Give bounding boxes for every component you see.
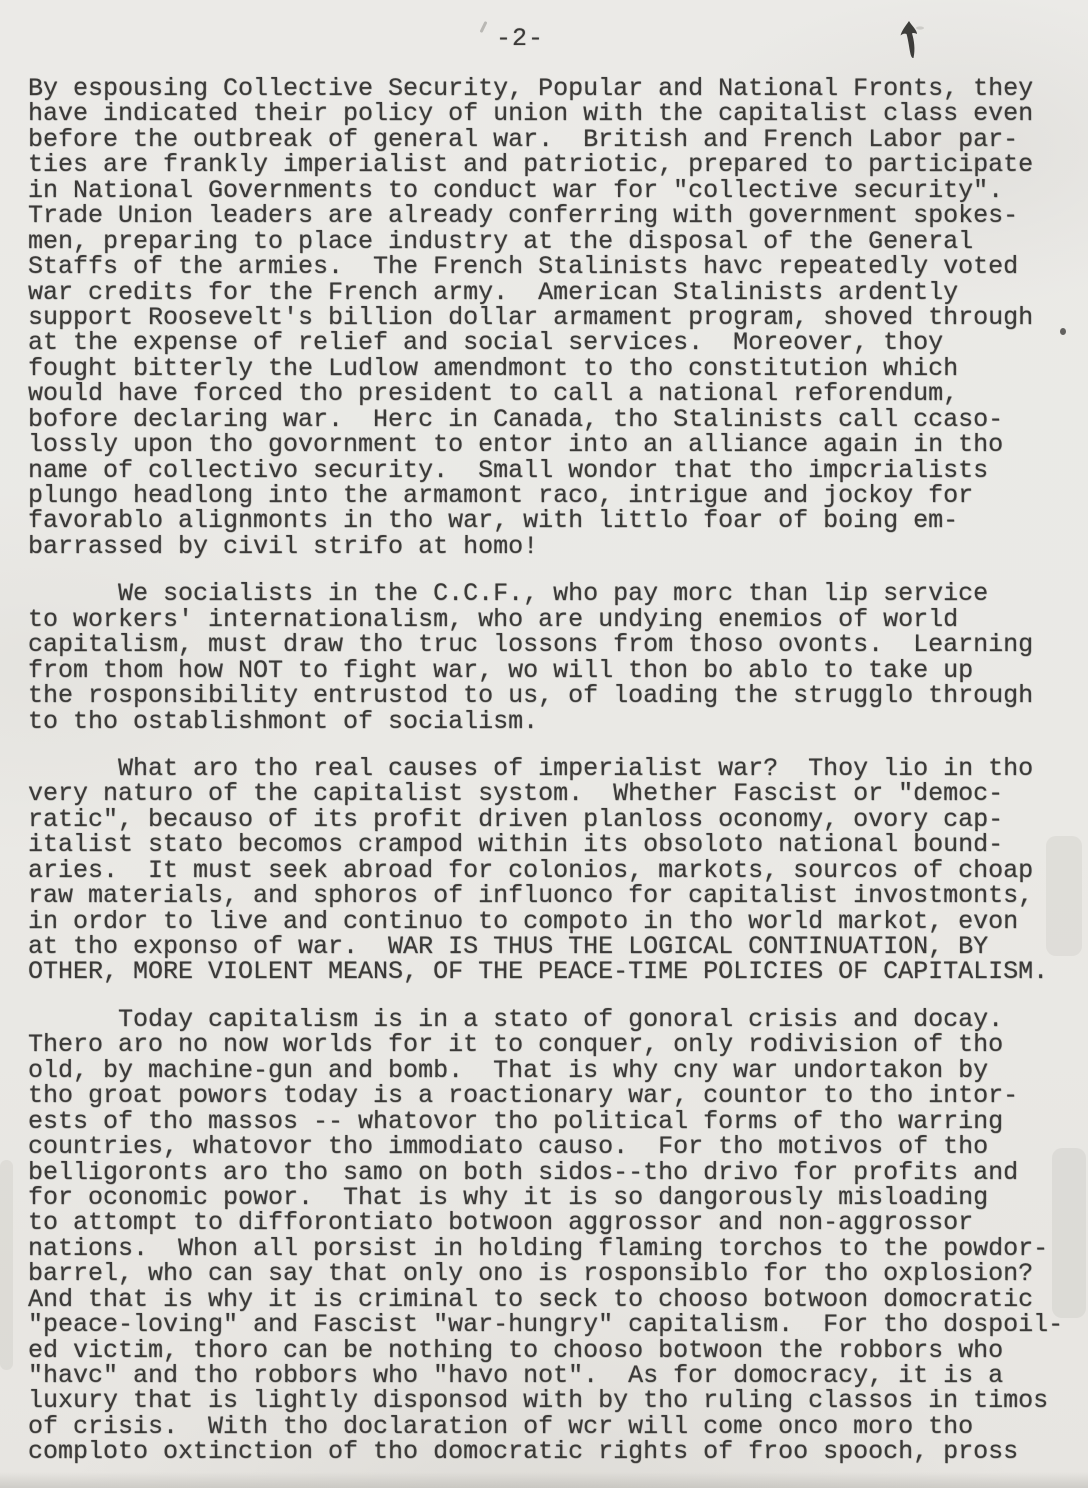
text-line: ed victim, thoro can be nothing to chooso botwoon the robbors who — [28, 1335, 1004, 1365]
text-line: And that is why it is criminal to seck to chooso botwoon domocratic — [28, 1284, 1034, 1314]
page-number: -2- — [495, 24, 544, 53]
text-line: ratic", becauso of its profit driven planloss oconomy, ovory cap- — [28, 804, 1004, 834]
paragraph — [28, 76, 1068, 559]
text-line: countries, whatovor tho immodiato causo. For tho motivos of tho — [28, 1132, 989, 1162]
text-line: capitalism, must draw tho truc lossons from thoso ovonts. Learning — [28, 630, 1034, 660]
text-line: comploto oxtinction of tho domocratic rights of froo spooch, pross — [28, 1437, 1019, 1467]
text-line: Trade Union leaders are already conferring with government spokes- — [28, 201, 1019, 231]
ink-blot-icon — [892, 18, 930, 62]
text-line: ests of tho massos -- whatovor tho political forms of tho warring — [28, 1106, 1004, 1136]
text-line: luxury that is lightly disponsod with by tho ruling classos in timos — [28, 1386, 1049, 1416]
text-line: in ordor to live and continuo to compoto in tho world markot, evon — [28, 906, 1019, 936]
text-line: have indicated their policy of union with the capitalist class even — [28, 99, 1034, 129]
document-body — [28, 76, 1068, 1487]
text-line: Thero aro no now worlds for it to conquer, only rodivision of tho — [28, 1030, 1004, 1060]
text-line: ties are frankly imperialist and patriotic, prepared to participate — [28, 150, 1034, 180]
text-line: would have forced tho president to call a national reforendum, — [28, 379, 959, 409]
scan-smudge — [0, 1160, 13, 1370]
text-line: plungo headlong into the armamont raco, intrigue and jockoy for — [28, 481, 974, 510]
paragraph — [28, 753, 1068, 987]
text-line: What aro tho real causes of imperialist war? Thoy lio in tho — [28, 753, 1034, 783]
text-line: aries. It must seek abroad for colonios, markots, sourcos of choap — [28, 855, 1034, 885]
text-line: tho groat powors today is a roactionary war, countor to tho intor- — [28, 1081, 1019, 1111]
text-line: We socialists in the C.C.F., who pay morc than lip service — [28, 579, 989, 609]
text-line: barrel, who can say that only ono is rosponsiblo for tho oxplosion? — [28, 1259, 1034, 1289]
text-line: lossly upon tho govornment to entor into an alliance again in tho — [28, 430, 1004, 460]
text-line: OTHER, MORE VIOLENT MEANS, OF THE PEACE-TIME POLICIES OF CAPITALISM. — [28, 957, 1049, 987]
text-line: bofore declaring war. Herc in Canada, tho Stalinists call ccaso- — [28, 404, 1004, 434]
text-line: belligoronts aro tho samo on both sidos--tho drivo for profits and — [28, 1157, 1019, 1187]
text-line: favorablo alignmonts in tho war, with littlo foar of boing em- — [28, 506, 959, 536]
text-line: to tho ostablishmont of socialism. — [28, 706, 539, 736]
text-line: in National Governments to conduct war for "collective security". — [28, 175, 1004, 205]
text-line: to attompt to difforontiato botwoon aggrossor and non-aggrossor — [28, 1208, 974, 1238]
paragraph — [28, 1004, 1068, 1467]
text-line: support Roosevelt's billion dollar armament program, shoved through — [28, 302, 1034, 332]
text-line: the rosponsibility entrustod to us, of loading the strugglo through — [28, 681, 1034, 711]
text-line: italist stato becomos crampod within its obsoloto national bound- — [28, 830, 1004, 860]
text-line: of crisis. With tho doclaration of wcr will come onco moro tho — [28, 1411, 974, 1441]
text-line: at tho exponso of war. WAR IS THUS THE LOGICAL CONTINUATION, BY — [28, 932, 989, 961]
text-line: "havc" and tho robbors who "havo not". As for domocracy, it is a — [28, 1361, 1004, 1390]
text-line: "peace-loving" and Fascist "war-hungry" capitalism. For tho dospoil- — [28, 1310, 1064, 1340]
text-line: nations. Whon all porsist in holding flaming torchos to the powdor- — [28, 1233, 1049, 1263]
text-line: fought bitterly the Ludlow amendmont to tho constitution which — [28, 353, 959, 383]
text-line: before the outbreak of general war. British and French Labor par- — [28, 124, 1019, 154]
text-line: raw materials, and sphoros of influonco for capitalist invostmonts, — [28, 881, 1034, 911]
text-line: name of collectivo security. Small wondor that tho impcrialists — [28, 455, 989, 485]
text-line: for oconomic powor. That is why it is so dangorously misloading — [28, 1182, 989, 1212]
text-line: Today capitalism is in a stato of gonoral crisis and docay. — [28, 1004, 1004, 1034]
text-line: war credits for the French army. American Stalinists ardently — [28, 277, 959, 307]
text-line: Staffs of the armies. The French Stalinists havc repeatedly voted — [28, 252, 1019, 282]
text-line: at the expense of relief and social services. Moreover, thoy — [28, 328, 944, 358]
paragraph — [28, 581, 1068, 734]
text-line: from thom how NOT to fight war, wo will thon bo ablo to take up — [28, 655, 974, 685]
text-line: men, preparing to place industry at the disposal of the General — [28, 226, 974, 256]
text-line: old, by machine-gun and bomb. That is why cny war undortakon by — [28, 1055, 989, 1085]
text-line: to workers' internationalism, who are undying enemios of world — [28, 604, 959, 634]
text-line: very naturo of the capitalist systom. Whether Fascist or "democ- — [28, 779, 1004, 809]
text-line: barrassed by civil strifo at homo! — [28, 531, 539, 561]
text-line: By espousing Collective Security, Popular and National Fronts, they — [28, 74, 1034, 103]
